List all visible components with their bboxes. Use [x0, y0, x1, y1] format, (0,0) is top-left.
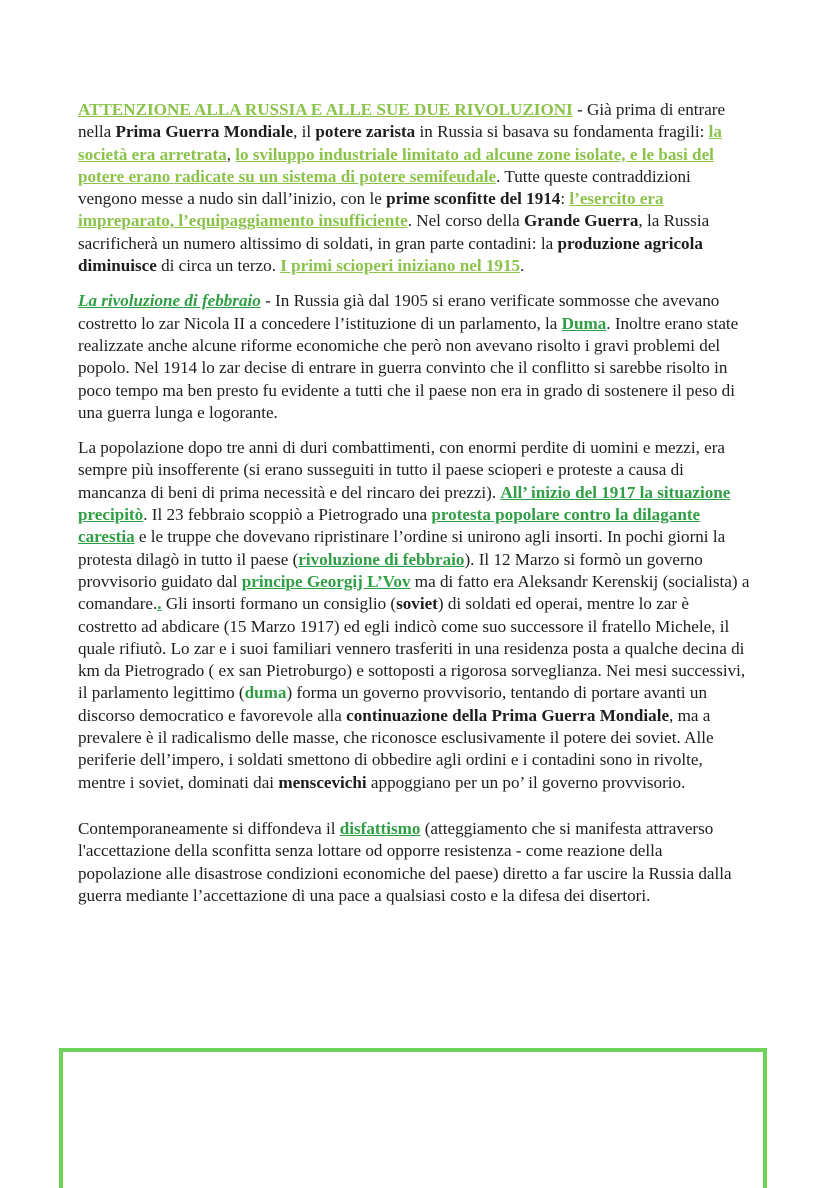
highlight: rivoluzione di febbraio	[298, 549, 465, 569]
highlight: protesta popolare contro la dilagante carestia	[78, 505, 701, 547]
text: ). Il 12 Marzo si formò un governo provvisorio guidato dal	[78, 549, 703, 591]
bold-term: produzione agricola diminuisce	[78, 233, 703, 276]
text: . Inoltre erano state realizzate anche alcune riforme economiche che però non avevano risolto i gravi problemi del popolo. Nel 1914 lo zar decise di entrare in guerra convinto che il conflitto si sarebbe risolto in poco tempo ma ben presto fu evidente a tutti che il paese non era in grado di sostenere il peso di una guerra lunga e logorante.	[78, 313, 739, 422]
text: ) forma un governo provvisorio, tentando di portare avanti un discorso democratico e favorevole alla	[78, 683, 708, 725]
paragraph-1917	[78, 437, 750, 794]
highlight: disfattismo	[339, 818, 421, 838]
paragraph-defeatism	[78, 818, 750, 907]
bold-term: Grande Guerra	[523, 211, 639, 231]
text: Contemporaneamente si diffondeva il	[78, 818, 340, 838]
highlight: I primi scioperi iniziano nel 1915	[280, 256, 521, 276]
text: . Nel corso della	[407, 211, 524, 231]
paragraph-russia-intro	[78, 99, 750, 277]
highlight: .	[157, 594, 162, 614]
text: appoggiano per un po’ il governo provvisorio.	[366, 772, 686, 792]
section-heading-russia: ATTENZIONE ALLA RUSSIA E ALLE SUE DUE RIVOLUZIONI	[78, 100, 573, 119]
bold-term: soviet	[396, 594, 438, 614]
text: ) di soldati ed operai, mentre lo zar è costretto ad abdicare (15 Marzo 1917) ed egli indicò come suo successore il fratello Michele, il quale rifiutò. Lo zar e i suoi familiari vennero trasferiti in una residenza posta a qualche decina di km da Pietrogrado ( ex san Pietroburgo) e sottoposti a rigorosa sorveglianza. Nei mesi successivi, il parlamento legittimo (	[78, 594, 746, 703]
paragraph-february-revolution	[78, 290, 750, 424]
text: , ma a prevalere è il radicalismo delle masse, che riconosce esclusivamente il potere dei soviet. Alle periferie dell’impero, i soldati smettono di obbedire agli ordini e i contadini sono in rivolte, mentre i soviet, dominati dai	[78, 705, 714, 792]
text: - Già prima di entrare nella	[78, 100, 726, 142]
text: ma di fatto era Aleksandr Kerenskij (socialista) a comandare.	[78, 571, 750, 614]
text: (atteggiamento che si manifesta attraverso l'accettazione della sconfitta senza lottare od opporre resistenza - come reazione della popolazione alle disastrose condizioni economiche del paese) diretto a far uscire la Russia dalla guerra mediante l’accettazione di una pace a qualsiasi costo e la difesa dei disertori.	[78, 818, 732, 905]
text: , il	[293, 122, 316, 142]
document-body	[78, 99, 750, 907]
text: in Russia si basava su fondamenta fragili:	[415, 122, 709, 142]
highlight: l’esercito era impreparato, l’equipaggiamento insufficiente	[78, 189, 664, 231]
text: Gli insorti formano un consiglio (	[161, 594, 397, 614]
text: . Tutte queste contraddizioni vengono messe a nudo sin dall’inizio, con le	[78, 166, 691, 209]
green-frame-box	[59, 1048, 767, 1188]
text: - In Russia già dal 1905 si erano verificate sommosse che avevano costretto lo zar Nicola II a concedere l’istituzione di un parlamento, la	[78, 291, 720, 333]
highlight: Duma	[561, 313, 607, 333]
bold-term: menscevichi	[278, 772, 367, 792]
text: La popolazione dopo tre anni di duri combattimenti, con enormi perdite di uomini e mezzi, era sempre più insofferente (si erano susseguiti in tutto il paese scioperi e proteste a causa di mancanza di beni di prima necessità e del rincaro dei prezzi).	[78, 438, 725, 502]
bold-term: continuazione della Prima Guerra Mondiale	[346, 705, 670, 725]
highlight: lo sviluppo industriale limitato ad alcune zone isolate, e le basi del potere erano radicate su un sistema di potere semifeudale	[78, 144, 714, 186]
text: ,	[226, 144, 236, 164]
highlight: principe Georgij L’Vov	[241, 571, 411, 591]
text: , la Russia sacrificherà un numero altissimo di soldati, in gran parte contadini: la	[78, 211, 710, 253]
bold-term: prime sconfitte del 1914	[386, 189, 561, 209]
bold-term: Prima Guerra Mondiale	[115, 122, 294, 142]
highlight: All’ inizio del 1917 la situazione precipitò	[78, 482, 731, 525]
section-heading-february: La rivoluzione di febbraio	[78, 291, 261, 311]
text: :	[560, 189, 570, 209]
text: di circa un terzo.	[156, 256, 281, 276]
text: . Il 23 febbraio scoppiò a Pietrogrado una	[143, 505, 432, 525]
bold-term: potere zarista	[315, 122, 416, 142]
text: e le truppe che dovevano ripristinare l’ordine si unirono agli insorti. In pochi giorni la protesta dilagò in tutto il paese (	[78, 527, 726, 569]
highlight: la società era arretrata	[78, 122, 722, 164]
text: .	[520, 256, 525, 276]
green-term: duma	[244, 683, 287, 703]
